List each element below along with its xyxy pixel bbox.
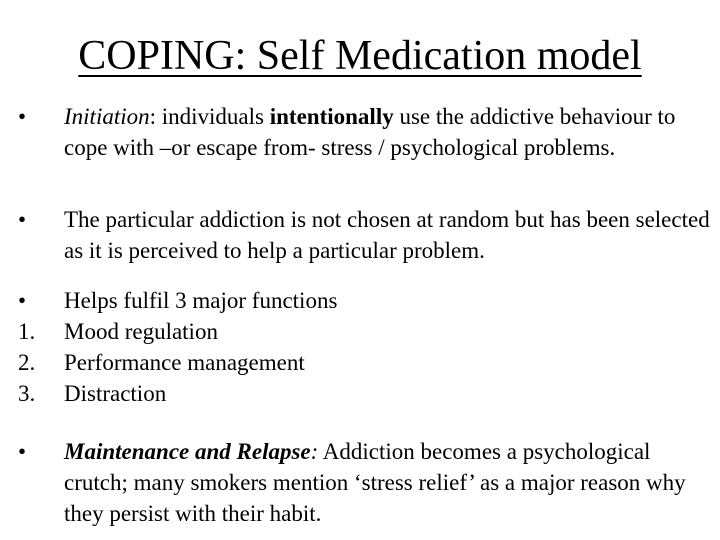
function-label: Performance management [64,350,305,375]
slide-title-text: COPING: Self Medication model [78,33,642,79]
maintenance-term: Maintenance and Relapse [64,439,311,464]
function-item [18,316,218,347]
maintenance-text: Addiction becomes a psychological crutch; many smokers mention ‘stress relief’ as a major reason why they persist with their habit. [64,439,686,526]
bullet-initiation [18,101,714,163]
function-item [18,378,167,409]
function-number: 2. [18,350,36,375]
initiation-lead: : individuals [149,104,270,129]
initiation-term: Initiation [64,104,150,129]
maintenance-colon: : [310,439,319,464]
bullet-marker: • [18,207,27,232]
slide-title [0,30,720,82]
function-label: Mood regulation [64,319,218,344]
bullet-marker: • [18,104,27,129]
bullet-functions [18,285,338,316]
function-number: 3. [18,381,36,406]
initiation-text: use the addictive behaviour to cope with –or escape from- stress / psychological problems. [64,104,676,160]
functions-heading: Helps fulfil 3 major functions [64,288,338,313]
initiation-emphasis: intentionally [269,104,394,129]
bullet-maintenance [18,436,714,529]
function-number: 1. [18,319,36,344]
bullet-marker: • [18,288,27,313]
function-item [18,347,305,378]
bullet-marker: • [18,439,27,464]
function-label: Distraction [64,381,167,406]
bullet-particular-addiction [18,204,714,266]
particular-addiction-text: The particular addiction is not chosen at random but has been selected as it is perceived to help a particular problem. [64,207,710,263]
